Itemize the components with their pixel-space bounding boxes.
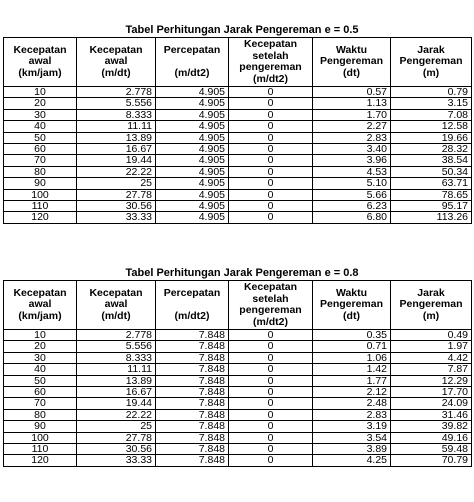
table-row [4,98,472,109]
header-braking-time [313,38,391,87]
cell-initial-speed-kmh: 90 [4,421,77,432]
header-initial-speed-ms [77,38,156,87]
cell-acceleration: 4.905 [156,121,229,132]
cell-initial-speed-ms: 8.333 [77,109,156,120]
table-row [4,201,472,212]
cell-initial-speed-kmh: 30 [4,352,77,363]
header-initial-speed-kmh [4,38,77,87]
table-row [4,132,472,143]
table-row [4,398,472,409]
cell-initial-speed-ms: 27.78 [77,189,156,200]
cell-final-speed: 0 [229,201,313,212]
header-spacer [156,57,228,68]
cell-braking-distance: 113.26 [391,212,472,223]
table-title: Tabel Perhitungan Jarak Pengereman e = 0.5 [125,24,359,36]
cell-initial-speed-kmh: 90 [4,178,77,189]
cell-acceleration: 4.905 [156,132,229,143]
cell-acceleration: 7.848 [156,364,229,375]
table-row [4,364,472,375]
cell-acceleration: 4.905 [156,201,229,212]
header-line: awal [28,55,52,68]
cell-braking-distance: 28.32 [391,144,472,155]
cell-braking-time: 3.40 [313,144,391,155]
cell-initial-speed-kmh: 60 [4,144,77,155]
cell-acceleration: 7.848 [156,352,229,363]
cell-final-speed: 0 [229,432,313,443]
cell-initial-speed-kmh: 10 [4,330,77,341]
header-line: (m/dt2) [174,309,210,322]
cell-initial-speed-ms: 30.56 [77,444,156,455]
header-line: Kecepatan [13,43,67,56]
table-title: Tabel Perhitungan Jarak Pengereman e = 0.8 [125,267,359,279]
header-line: Pengereman [319,298,384,311]
cell-braking-time: 0.71 [313,341,391,352]
header-line: (m) [422,309,440,322]
cell-acceleration: 7.848 [156,432,229,443]
header-initial-speed-kmh [4,281,77,330]
cell-initial-speed-ms: 22.22 [77,409,156,420]
header-line: awal [28,298,52,311]
cell-final-speed: 0 [229,341,313,352]
header-line: Kecepatan [243,281,298,293]
table-row [4,155,472,166]
cell-final-speed: 0 [229,455,313,466]
cell-initial-speed-kmh: 20 [4,341,77,352]
cell-final-speed: 0 [229,166,313,177]
cell-braking-time: 1.70 [313,109,391,120]
header-line: (m/dt) [101,309,131,322]
table-row [4,189,472,200]
cell-initial-speed-kmh: 70 [4,398,77,409]
cell-acceleration: 7.848 [156,455,229,466]
cell-acceleration: 7.848 [156,444,229,455]
cell-acceleration: 4.905 [156,212,229,223]
cell-braking-distance: 4.42 [391,352,472,363]
cell-final-speed: 0 [229,132,313,143]
header-line: Waktu [335,43,368,56]
cell-initial-speed-kmh: 10 [4,87,77,98]
cell-initial-speed-ms: 8.333 [77,352,156,363]
header-line: (m/dt2) [253,315,288,328]
cell-final-speed: 0 [229,144,313,155]
table-row [4,409,472,420]
header-final-speed [229,38,313,87]
cell-initial-speed-ms: 33.33 [77,212,156,223]
cell-initial-speed-kmh: 60 [4,387,77,398]
header-line: pengereman [239,304,302,316]
cell-initial-speed-ms: 16.67 [77,387,156,398]
header-line: (km/jam) [18,309,62,322]
cell-braking-time: 5.66 [313,189,391,200]
cell-braking-distance: 38.54 [391,155,472,166]
cell-acceleration: 7.848 [156,398,229,409]
table-row [4,421,472,432]
cell-acceleration: 7.848 [156,330,229,341]
table-row [4,341,472,352]
cell-braking-time: 4.25 [313,455,391,466]
cell-braking-distance: 63.71 [391,178,472,189]
cell-acceleration: 4.905 [156,144,229,155]
header-line: Kecepatan [13,286,67,299]
cell-braking-distance: 70.79 [391,455,472,466]
header-braking-time [313,281,391,330]
cell-final-speed: 0 [229,352,313,363]
cell-final-speed: 0 [229,330,313,341]
cell-acceleration: 4.905 [156,98,229,109]
cell-braking-distance: 0.49 [391,330,472,341]
table-row [4,387,472,398]
cell-acceleration: 7.848 [156,409,229,420]
cell-initial-speed-ms: 13.89 [77,132,156,143]
header-braking-distance [391,281,472,330]
header-line: Pengereman [399,55,463,68]
cell-final-speed: 0 [229,398,313,409]
cell-initial-speed-kmh: 80 [4,409,77,420]
cell-final-speed: 0 [229,364,313,375]
cell-braking-time: 0.57 [313,87,391,98]
header-line: Jarak [417,286,445,299]
cell-braking-distance: 1.97 [391,341,472,352]
header-line: (m) [422,66,440,79]
header-line: Waktu [335,286,368,299]
header-row [4,281,472,330]
cell-braking-distance: 31.46 [391,409,472,420]
header-line: (m/dt) [101,66,131,79]
table-body [4,330,472,467]
cell-initial-speed-ms: 25 [77,178,156,189]
cell-initial-speed-ms: 5.556 [77,98,156,109]
cell-initial-speed-ms: 2.778 [77,330,156,341]
cell-braking-distance: 50.34 [391,166,472,177]
header-line: awal [104,298,128,311]
header-spacer [156,300,228,311]
cell-final-speed: 0 [229,409,313,420]
cell-braking-time: 2.27 [313,121,391,132]
cell-braking-distance: 24.09 [391,398,472,409]
cell-final-speed: 0 [229,155,313,166]
header-braking-distance [391,38,472,87]
cell-braking-time: 2.83 [313,409,391,420]
header-line: (dt) [343,309,360,322]
cell-initial-speed-ms: 25 [77,421,156,432]
cell-braking-distance: 0.79 [391,87,472,98]
cell-initial-speed-kmh: 120 [4,455,77,466]
cell-braking-time: 1.42 [313,364,391,375]
cell-initial-speed-kmh: 50 [4,132,77,143]
cell-initial-speed-ms: 30.56 [77,201,156,212]
table-row [4,121,472,132]
header-line: setelah [252,49,289,62]
header-acceleration [156,281,229,330]
cell-final-speed: 0 [229,387,313,398]
cell-braking-time: 1.13 [313,98,391,109]
table-row [4,212,472,223]
cell-braking-time: 3.19 [313,421,391,432]
cell-braking-distance: 3.15 [391,98,472,109]
table-row [4,166,472,177]
cell-acceleration: 4.905 [156,155,229,166]
cell-braking-time: 2.83 [313,132,391,143]
cell-braking-distance: 12.58 [391,121,472,132]
cell-initial-speed-ms: 33.33 [77,455,156,466]
cell-braking-time: 4.53 [313,166,391,177]
cell-acceleration: 4.905 [156,189,229,200]
header-line: setelah [252,292,289,305]
cell-final-speed: 0 [229,444,313,455]
cell-acceleration: 7.848 [156,341,229,352]
cell-final-speed: 0 [229,87,313,98]
header-line: awal [104,55,128,68]
header-final-speed [229,281,313,330]
table-row [4,178,472,189]
cell-initial-speed-kmh: 30 [4,109,77,120]
table-row [4,375,472,386]
header-row [4,38,472,87]
cell-braking-distance: 7.08 [391,109,472,120]
cell-acceleration: 4.905 [156,87,229,98]
cell-acceleration: 4.905 [156,166,229,177]
braking-table-e08-section [3,267,471,467]
table-row [4,144,472,155]
header-line: Percepatan [163,44,221,56]
table-row [4,432,472,443]
header-line: Kecepatan [89,43,143,56]
cell-final-speed: 0 [229,109,313,120]
header-line: Kecepatan [89,286,143,299]
header-line: Pengereman [319,55,384,68]
cell-final-speed: 0 [229,212,313,223]
cell-braking-distance: 12.29 [391,375,472,386]
table-body [4,87,472,224]
cell-initial-speed-kmh: 100 [4,189,77,200]
cell-braking-distance: 39.82 [391,421,472,432]
cell-acceleration: 4.905 [156,178,229,189]
table-row [4,352,472,363]
cell-initial-speed-kmh: 20 [4,98,77,109]
cell-initial-speed-ms: 27.78 [77,432,156,443]
braking-distance-table [3,37,472,224]
header-line: (m/dt2) [253,72,288,85]
cell-braking-distance: 49.16 [391,432,472,443]
cell-braking-time: 3.96 [313,155,391,166]
cell-initial-speed-kmh: 80 [4,166,77,177]
cell-initial-speed-kmh: 40 [4,364,77,375]
header-line: Jarak [417,43,445,56]
cell-acceleration: 7.848 [156,421,229,432]
cell-initial-speed-kmh: 50 [4,375,77,386]
cell-initial-speed-ms: 11.11 [77,121,156,132]
cell-initial-speed-kmh: 100 [4,432,77,443]
cell-acceleration: 7.848 [156,387,229,398]
cell-final-speed: 0 [229,121,313,132]
cell-initial-speed-kmh: 70 [4,155,77,166]
cell-final-speed: 0 [229,178,313,189]
header-acceleration [156,38,229,87]
cell-braking-time: 1.06 [313,352,391,363]
header-line: (dt) [343,66,360,79]
cell-braking-distance: 17.70 [391,387,472,398]
cell-initial-speed-ms: 11.11 [77,364,156,375]
header-line: Percepatan [163,287,221,299]
cell-braking-distance: 95.17 [391,201,472,212]
cell-initial-speed-ms: 22.22 [77,166,156,177]
table-row [4,455,472,466]
header-initial-speed-ms [77,281,156,330]
cell-acceleration: 7.848 [156,375,229,386]
cell-braking-time: 2.48 [313,398,391,409]
header-line: pengereman [239,61,302,73]
cell-braking-time: 3.89 [313,444,391,455]
cell-braking-time: 3.54 [313,432,391,443]
cell-initial-speed-ms: 2.778 [77,87,156,98]
header-line: Kecepatan [243,38,298,50]
cell-braking-distance: 19.66 [391,132,472,143]
cell-initial-speed-ms: 13.89 [77,375,156,386]
cell-initial-speed-kmh: 110 [4,201,77,212]
cell-initial-speed-ms: 19.44 [77,155,156,166]
cell-final-speed: 0 [229,375,313,386]
braking-table-e05-section [3,24,471,224]
cell-braking-time: 6.80 [313,212,391,223]
cell-braking-time: 2.12 [313,387,391,398]
cell-initial-speed-kmh: 120 [4,212,77,223]
cell-final-speed: 0 [229,98,313,109]
header-line: (m/dt2) [174,66,210,79]
table-row [4,87,472,98]
cell-final-speed: 0 [229,421,313,432]
cell-initial-speed-ms: 19.44 [77,398,156,409]
cell-braking-distance: 7.87 [391,364,472,375]
header-line: Pengereman [399,298,463,311]
table-row [4,330,472,341]
cell-braking-time: 5.10 [313,178,391,189]
cell-initial-speed-kmh: 40 [4,121,77,132]
cell-acceleration: 4.905 [156,109,229,120]
header-line: (km/jam) [18,66,62,79]
cell-initial-speed-kmh: 110 [4,444,77,455]
cell-braking-time: 1.77 [313,375,391,386]
cell-initial-speed-ms: 16.67 [77,144,156,155]
cell-initial-speed-ms: 5.556 [77,341,156,352]
cell-braking-time: 0.35 [313,330,391,341]
cell-braking-time: 6.23 [313,201,391,212]
table-row [4,109,472,120]
cell-final-speed: 0 [229,189,313,200]
table-row [4,444,472,455]
cell-braking-distance: 59.48 [391,444,472,455]
braking-distance-table [3,280,472,467]
cell-braking-distance: 78.65 [391,189,472,200]
